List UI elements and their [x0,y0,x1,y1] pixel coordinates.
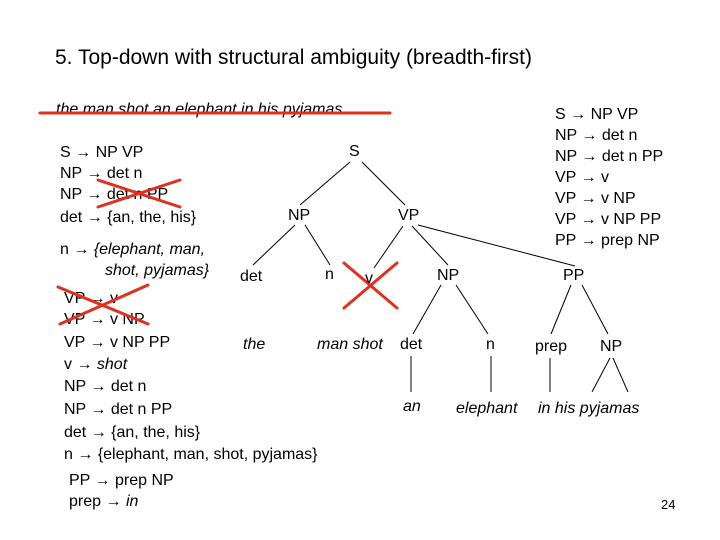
rule-det-lexicon-2: det → {an, the, his} [64,424,201,441]
tree-node-s: S [349,143,360,160]
tree-node-n: n [325,266,334,283]
edge-vp-pp [418,225,575,266]
edge-s-vp [362,162,405,205]
rule-vp-v: VP → v [64,290,118,307]
rule-np-det-n-pp: NP → det n PP [60,186,169,203]
rule-np-det-n: NP → det n [60,165,143,182]
tree-leaf-elephant: elephant [456,400,518,417]
right-rule-s-np-vp: S → NP VP [555,106,639,123]
tree-leaf-the: the [243,336,266,353]
rule-vp-v-np: VP → v NP [64,311,145,328]
edge-np3-his [592,358,610,392]
tree-leaf-an: an [403,398,421,415]
tree-node-np3: NP [600,338,623,355]
tree-node-np: NP [288,207,311,224]
rule-np-det-n-2: NP → det n [64,378,147,395]
right-rule-pp-prep-np: PP → prep NP [555,232,660,249]
right-rule-vp-v-np-pp: VP → v NP PP [555,211,662,228]
slide-title: 5. Top-down with structural ambiguity (breadth-first) [55,46,532,69]
rule-n-lexicon: n → {elephant, man, [60,241,206,258]
tree-node-vp: VP [398,207,420,224]
tree-leaf-man-shot: man shot [317,336,383,353]
input-sentence: the man shot an elephant in his pyjamas [56,101,343,118]
edge-pp-np3 [582,285,608,334]
strike-marks [40,113,397,324]
right-rule-np-det-n-pp: NP → det n PP [555,148,664,165]
edge-s-np [300,162,350,205]
edge-np-n [305,225,330,265]
edge-np-n2 [456,285,488,334]
tree-node-det: det [240,268,263,285]
tree-node-pp: PP [563,267,585,284]
right-rule-vp-v: VP → v [555,169,609,186]
rule-s-np-vp: S → NP VP [60,144,144,161]
page-number: 24 [661,497,676,512]
rule-det-lexicon: det → {an, the, his} [60,209,197,226]
rule-pp-prep-np: PP → prep NP [69,472,174,489]
rule-vp-v-np-pp: VP → v NP PP [64,334,171,351]
edge-np-det [253,225,295,265]
rule-v-shot: v → shot [64,356,128,373]
edge-pp-prep [551,285,571,334]
right-rule-vp-v-np: VP → v NP [555,190,636,207]
rule-n-lexicon-2: n → {elephant, man, shot, pyjamas} [64,446,318,463]
tree-node-np2: NP [437,267,460,284]
rule-np-det-n-pp-2: NP → det n PP [64,401,173,418]
tree-leaf-in-his-pyjamas: in his pyjamas [538,400,640,417]
tree-node-det2: det [400,336,423,353]
right-rule-np-det-n: NP → det n [555,127,638,144]
tree-node-prep: prep [535,338,568,355]
rule-prep-in: prep → in [69,493,139,510]
tree-node-n2: n [486,336,495,353]
rule-n-lexicon-cont: shot, pyjamas} [105,262,210,279]
edge-np-det2 [413,285,441,334]
edge-vp-v [374,226,403,268]
edge-np3-pyjamas [613,358,628,392]
tree-node-v: v [365,270,373,287]
